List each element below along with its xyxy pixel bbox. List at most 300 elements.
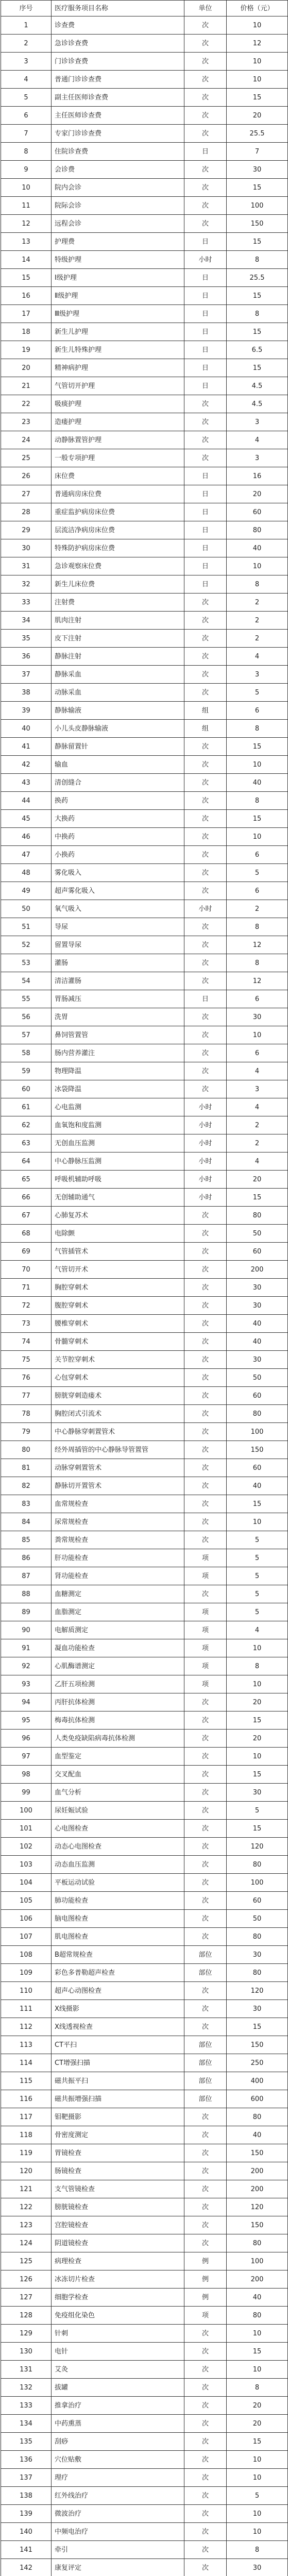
table-row [1, 377, 288, 395]
cell-unit: 次 [184, 2487, 227, 2505]
table-row [1, 1477, 288, 1495]
cell-unit: 次 [184, 594, 227, 612]
cell-price: 200 [227, 1261, 288, 1279]
cell-name: 急诊观察床位费 [52, 557, 184, 575]
cell-price: 60 [227, 1387, 288, 1405]
table-row [1, 323, 288, 341]
table-row [1, 467, 288, 485]
cell-name: 胃肠减压 [52, 990, 184, 1008]
cell-price: 20 [227, 2397, 288, 2415]
cell-name: 主任医师诊查费 [52, 107, 184, 125]
cell-price: 40 [227, 2126, 288, 2144]
cell-name: 针刺 [52, 2325, 184, 2343]
table-row [1, 1026, 288, 1044]
cell-no: 142 [1, 2559, 52, 2576]
cell-price: 30 [227, 1784, 288, 1802]
cell-no: 67 [1, 1207, 52, 1225]
cell-name: 气管切开护理 [52, 377, 184, 395]
cell-unit: 日 [184, 359, 227, 377]
cell-price: 10 [227, 2325, 288, 2343]
cell-price: 12 [227, 972, 288, 990]
cell-price: 8 [227, 305, 288, 323]
cell-price: 20 [227, 1730, 288, 1748]
cell-price: 8 [227, 954, 288, 972]
table-row [1, 2451, 288, 2469]
cell-price: 30 [227, 161, 288, 179]
cell-name: 雾化吸入 [52, 864, 184, 882]
cell-price: 200 [227, 2162, 288, 2180]
cell-unit: 次 [184, 666, 227, 684]
cell-name: 动脉穿刺置管术 [52, 1459, 184, 1477]
cell-no: 135 [1, 2433, 52, 2451]
cell-name: 牵引 [52, 2541, 184, 2559]
table-row [1, 2072, 288, 2090]
cell-no: 137 [1, 2469, 52, 2487]
cell-no: 13 [1, 233, 52, 251]
table-row [1, 107, 288, 125]
cell-unit: 项 [184, 2307, 227, 2325]
cell-unit: 次 [184, 1477, 227, 1495]
cell-name: 远程会诊 [52, 215, 184, 233]
cell-no: 9 [1, 161, 52, 179]
cell-no: 42 [1, 756, 52, 774]
cell-price: 150 [227, 215, 288, 233]
table-row [1, 215, 288, 233]
cell-name: 新生儿床位费 [52, 575, 184, 594]
cell-unit: 次 [184, 1387, 227, 1405]
cell-price: 80 [227, 1405, 288, 1423]
table-row [1, 846, 288, 864]
cell-name: 肝功能检查 [52, 1549, 184, 1567]
cell-unit: 次 [184, 1874, 227, 1892]
cell-unit: 次 [184, 2144, 227, 2162]
cell-name: 换药 [52, 792, 184, 810]
table-row [1, 2433, 288, 2451]
cell-unit: 次 [184, 2559, 227, 2576]
table-row [1, 1874, 288, 1892]
cell-unit: 日 [184, 485, 227, 503]
cell-price: 80 [227, 2234, 288, 2252]
cell-unit: 次 [184, 1279, 227, 1297]
cell-price: 10 [227, 1513, 288, 1531]
cell-name: 动态心电图检查 [52, 1838, 184, 1856]
cell-no: 12 [1, 215, 52, 233]
table-row [1, 1856, 288, 1874]
table-row [1, 1008, 288, 1026]
cell-no: 17 [1, 305, 52, 323]
table-row [1, 900, 288, 918]
cell-name: 电除颤 [52, 1225, 184, 1243]
cell-unit: 日 [184, 377, 227, 395]
cell-no: 52 [1, 936, 52, 954]
cell-name: 电解质测定 [52, 1621, 184, 1639]
cell-name: 脑电图检查 [52, 1910, 184, 1928]
cell-price: 10 [227, 2469, 288, 2487]
cell-name: 副主任医师诊查费 [52, 89, 184, 107]
cell-unit: 次 [184, 2505, 227, 2523]
cell-unit: 次 [184, 1441, 227, 1459]
cell-price: 2 [227, 1134, 288, 1153]
table-row [1, 71, 288, 89]
cell-price: 150 [227, 1441, 288, 1459]
cell-no: 47 [1, 846, 52, 864]
cell-no: 123 [1, 2216, 52, 2234]
cell-unit: 次 [184, 828, 227, 846]
cell-price: 8 [227, 2541, 288, 2559]
cell-no: 57 [1, 1026, 52, 1044]
cell-no: 44 [1, 792, 52, 810]
cell-name: 新生儿特殊护理 [52, 341, 184, 359]
cell-price: 4.5 [227, 395, 288, 413]
cell-price: 15 [227, 233, 288, 251]
cell-unit: 日 [184, 521, 227, 539]
table-row [1, 720, 288, 738]
header-unit: 单位 [184, 1, 227, 16]
cell-price: 6 [227, 882, 288, 900]
cell-name: 病理检查 [52, 2252, 184, 2270]
cell-unit: 日 [184, 305, 227, 323]
cell-price: 10 [227, 1748, 288, 1766]
table-row [1, 1910, 288, 1928]
cell-no: 79 [1, 1423, 52, 1441]
cell-unit: 次 [184, 2000, 227, 2018]
cell-name: 小儿头皮静脉输液 [52, 720, 184, 738]
cell-no: 25 [1, 449, 52, 467]
table-row [1, 16, 288, 35]
cell-price: 5 [227, 684, 288, 702]
cell-name: 导尿 [52, 918, 184, 936]
cell-no: 5 [1, 89, 52, 107]
table-row [1, 269, 288, 287]
cell-price: 4 [227, 431, 288, 449]
cell-price: 5 [227, 1531, 288, 1549]
table-row [1, 1062, 288, 1080]
cell-unit: 次 [184, 1243, 227, 1261]
table-row [1, 882, 288, 900]
table-row [1, 179, 288, 197]
cell-name: 尿妊娠试验 [52, 1802, 184, 1820]
cell-price: 15 [227, 359, 288, 377]
cell-unit: 次 [184, 738, 227, 756]
table-row [1, 1369, 288, 1387]
table-row [1, 2325, 288, 2343]
table-row [1, 1748, 288, 1766]
cell-name: 注射费 [52, 594, 184, 612]
cell-unit: 例 [184, 2252, 227, 2270]
cell-unit: 部位 [184, 1964, 227, 1982]
cell-no: 103 [1, 1856, 52, 1874]
cell-unit: 次 [184, 2523, 227, 2541]
cell-unit: 次 [184, 2379, 227, 2397]
cell-unit: 例 [184, 2289, 227, 2307]
cell-no: 8 [1, 143, 52, 161]
cell-unit: 日 [184, 287, 227, 305]
table-row [1, 1423, 288, 1441]
cell-no: 112 [1, 2018, 52, 2036]
cell-no: 117 [1, 2108, 52, 2126]
table-row [1, 233, 288, 251]
cell-no: 118 [1, 2126, 52, 2144]
table-row [1, 594, 288, 612]
cell-price: 6.5 [227, 341, 288, 359]
cell-no: 114 [1, 2054, 52, 2072]
cell-name: 层流洁净病房床位费 [52, 521, 184, 539]
cell-price: 60 [227, 1892, 288, 1910]
cell-no: 81 [1, 1459, 52, 1477]
cell-no: 66 [1, 1189, 52, 1207]
table-row [1, 2270, 288, 2289]
cell-price: 80 [227, 2307, 288, 2325]
cell-price: 5 [227, 1585, 288, 1603]
cell-no: 129 [1, 2325, 52, 2343]
cell-price: 10 [227, 2523, 288, 2541]
cell-unit: 次 [184, 1459, 227, 1477]
cell-unit: 次 [184, 2451, 227, 2469]
cell-name: 骨髓穿刺术 [52, 1333, 184, 1351]
cell-unit: 次 [184, 1026, 227, 1044]
cell-name: 氧气吸入 [52, 900, 184, 918]
cell-price: 15 [227, 323, 288, 341]
cell-price: 600 [227, 2090, 288, 2108]
cell-unit: 次 [184, 1225, 227, 1243]
cell-price: 5 [227, 1549, 288, 1567]
cell-unit: 次 [184, 792, 227, 810]
cell-no: 33 [1, 594, 52, 612]
cell-unit: 次 [184, 1351, 227, 1369]
cell-name: 超声心动图检查 [52, 1982, 184, 2000]
table-row [1, 1315, 288, 1333]
cell-price: 8 [227, 575, 288, 594]
cell-price: 8 [227, 918, 288, 936]
cell-name: 康复评定 [52, 2559, 184, 2576]
table-row [1, 1675, 288, 1693]
cell-price: 30 [227, 1297, 288, 1315]
cell-name: 新生儿护理 [52, 323, 184, 341]
cell-price: 10 [227, 71, 288, 89]
cell-price: 15 [227, 1711, 288, 1730]
cell-name: 心电监测 [52, 1098, 184, 1116]
table-row [1, 1603, 288, 1621]
cell-price: 150 [227, 2216, 288, 2234]
cell-price: 15 [227, 2433, 288, 2451]
cell-name: 静脉采血 [52, 666, 184, 684]
cell-no: 4 [1, 71, 52, 89]
cell-no: 35 [1, 630, 52, 648]
table-row [1, 2252, 288, 2270]
cell-name: 经外周插管的中心静脉导管置管 [52, 1441, 184, 1459]
cell-name: 中心静脉压监测 [52, 1153, 184, 1171]
cell-no: 100 [1, 1802, 52, 1820]
cell-unit: 日 [184, 503, 227, 521]
table-row [1, 2000, 288, 2018]
cell-no: 124 [1, 2234, 52, 2252]
cell-price: 20 [227, 2415, 288, 2433]
cell-unit: 日 [184, 143, 227, 161]
cell-no: 58 [1, 1044, 52, 1062]
table-row [1, 449, 288, 467]
cell-unit: 次 [184, 2018, 227, 2036]
cell-unit: 次 [184, 1693, 227, 1711]
cell-no: 36 [1, 648, 52, 666]
cell-unit: 次 [184, 774, 227, 792]
cell-price: 10 [227, 1675, 288, 1693]
cell-name: 气管插管术 [52, 1243, 184, 1261]
cell-unit: 次 [184, 1910, 227, 1928]
cell-price: 30 [227, 2559, 288, 2576]
cell-price: 10 [227, 53, 288, 71]
cell-no: 46 [1, 828, 52, 846]
cell-no: 80 [1, 1441, 52, 1459]
cell-price: 6 [227, 990, 288, 1008]
cell-no: 56 [1, 1008, 52, 1026]
cell-price: 50 [227, 1910, 288, 1928]
cell-unit: 次 [184, 954, 227, 972]
cell-name: 梅毒抗体检测 [52, 1711, 184, 1730]
cell-no: 26 [1, 467, 52, 485]
table-row [1, 1459, 288, 1477]
cell-unit: 日 [184, 323, 227, 341]
cell-name: 胃镜检查 [52, 2144, 184, 2162]
cell-no: 138 [1, 2487, 52, 2505]
cell-no: 97 [1, 1748, 52, 1766]
cell-price: 80 [227, 1964, 288, 1982]
cell-price: 50 [227, 1369, 288, 1387]
cell-name: 灌肠 [52, 954, 184, 972]
cell-name: 肾功能检查 [52, 1567, 184, 1585]
table-row [1, 990, 288, 1008]
cell-no: 7 [1, 125, 52, 143]
cell-no: 65 [1, 1171, 52, 1189]
cell-name: 乙肝五项检测 [52, 1675, 184, 1693]
table-row [1, 1693, 288, 1711]
table-row [1, 287, 288, 305]
cell-price: 15 [227, 287, 288, 305]
table-row [1, 1802, 288, 1820]
table-row [1, 521, 288, 539]
cell-no: 108 [1, 1946, 52, 1964]
cell-unit: 次 [184, 1982, 227, 2000]
cell-unit: 次 [184, 2162, 227, 2180]
cell-price: 80 [227, 2108, 288, 2126]
cell-price: 40 [227, 1315, 288, 1333]
cell-name: 冰袋降温 [52, 1080, 184, 1098]
cell-price: 15 [227, 2343, 288, 2361]
cell-name: 院际会诊 [52, 197, 184, 215]
cell-name: 阴道镜检查 [52, 2234, 184, 2252]
cell-name: 磁共振增强扫描 [52, 2090, 184, 2108]
cell-price: 100 [227, 1423, 288, 1441]
cell-no: 34 [1, 612, 52, 630]
cell-price: 6 [227, 1044, 288, 1062]
cell-no: 51 [1, 918, 52, 936]
cell-no: 113 [1, 2036, 52, 2054]
cell-no: 119 [1, 2144, 52, 2162]
cell-unit: 次 [184, 1261, 227, 1279]
cell-no: 132 [1, 2379, 52, 2397]
cell-unit: 项 [184, 1567, 227, 1585]
cell-no: 72 [1, 1297, 52, 1315]
cell-no: 59 [1, 1062, 52, 1080]
table-row [1, 2180, 288, 2198]
cell-name: 刮痧 [52, 2433, 184, 2451]
table-row [1, 1892, 288, 1910]
cell-price: 100 [227, 2252, 288, 2270]
cell-unit: 次 [184, 810, 227, 828]
cell-no: 134 [1, 2415, 52, 2433]
cell-unit: 次 [184, 1784, 227, 1802]
table-row [1, 648, 288, 666]
cell-no: 90 [1, 1621, 52, 1639]
cell-no: 22 [1, 395, 52, 413]
cell-name: 特级护理 [52, 251, 184, 269]
cell-name: 肠镜检查 [52, 2162, 184, 2180]
cell-unit: 次 [184, 107, 227, 125]
cell-price: 2 [227, 630, 288, 648]
cell-unit: 项 [184, 1621, 227, 1639]
table-row [1, 1207, 288, 1225]
cell-price: 40 [227, 539, 288, 557]
cell-name: 理疗 [52, 2469, 184, 2487]
cell-no: 86 [1, 1549, 52, 1567]
cell-name: 穴位贴敷 [52, 2451, 184, 2469]
table-row [1, 864, 288, 882]
cell-no: 96 [1, 1730, 52, 1748]
cell-no: 32 [1, 575, 52, 594]
cell-name: 肠内营养灌注 [52, 1044, 184, 1062]
cell-name: 尿常规检查 [52, 1513, 184, 1531]
cell-unit: 次 [184, 2234, 227, 2252]
cell-unit: 次 [184, 2325, 227, 2343]
cell-unit: 日 [184, 269, 227, 287]
cell-no: 101 [1, 1820, 52, 1838]
cell-unit: 日 [184, 467, 227, 485]
table-row [1, 431, 288, 449]
cell-price: 4 [227, 1153, 288, 1171]
cell-price: 80 [227, 521, 288, 539]
cell-price: 200 [227, 2270, 288, 2289]
table-row [1, 2289, 288, 2307]
table-row [1, 1441, 288, 1459]
cell-no: 40 [1, 720, 52, 738]
cell-unit: 次 [184, 215, 227, 233]
table-row [1, 1531, 288, 1549]
cell-no: 94 [1, 1693, 52, 1711]
cell-price: 60 [227, 1459, 288, 1477]
table-row [1, 756, 288, 774]
cell-name: 磁共振平扫 [52, 2072, 184, 2090]
table-row [1, 630, 288, 648]
table-row [1, 557, 288, 575]
cell-unit: 次 [184, 1711, 227, 1730]
cell-no: 109 [1, 1964, 52, 1982]
cell-unit: 日 [184, 233, 227, 251]
table-row [1, 1513, 288, 1531]
cell-price: 20 [227, 107, 288, 125]
cell-no: 23 [1, 413, 52, 431]
table-row [1, 2216, 288, 2234]
cell-price: 3 [227, 666, 288, 684]
table-row [1, 2234, 288, 2252]
table-row [1, 1044, 288, 1062]
cell-price: 15 [227, 179, 288, 197]
cell-price: 3 [227, 1080, 288, 1098]
cell-no: 106 [1, 1910, 52, 1928]
cell-name: 小换药 [52, 846, 184, 864]
cell-unit: 次 [184, 1820, 227, 1838]
cell-unit: 小时 [184, 1116, 227, 1134]
cell-unit: 项 [184, 1549, 227, 1567]
cell-price: 7 [227, 143, 288, 161]
